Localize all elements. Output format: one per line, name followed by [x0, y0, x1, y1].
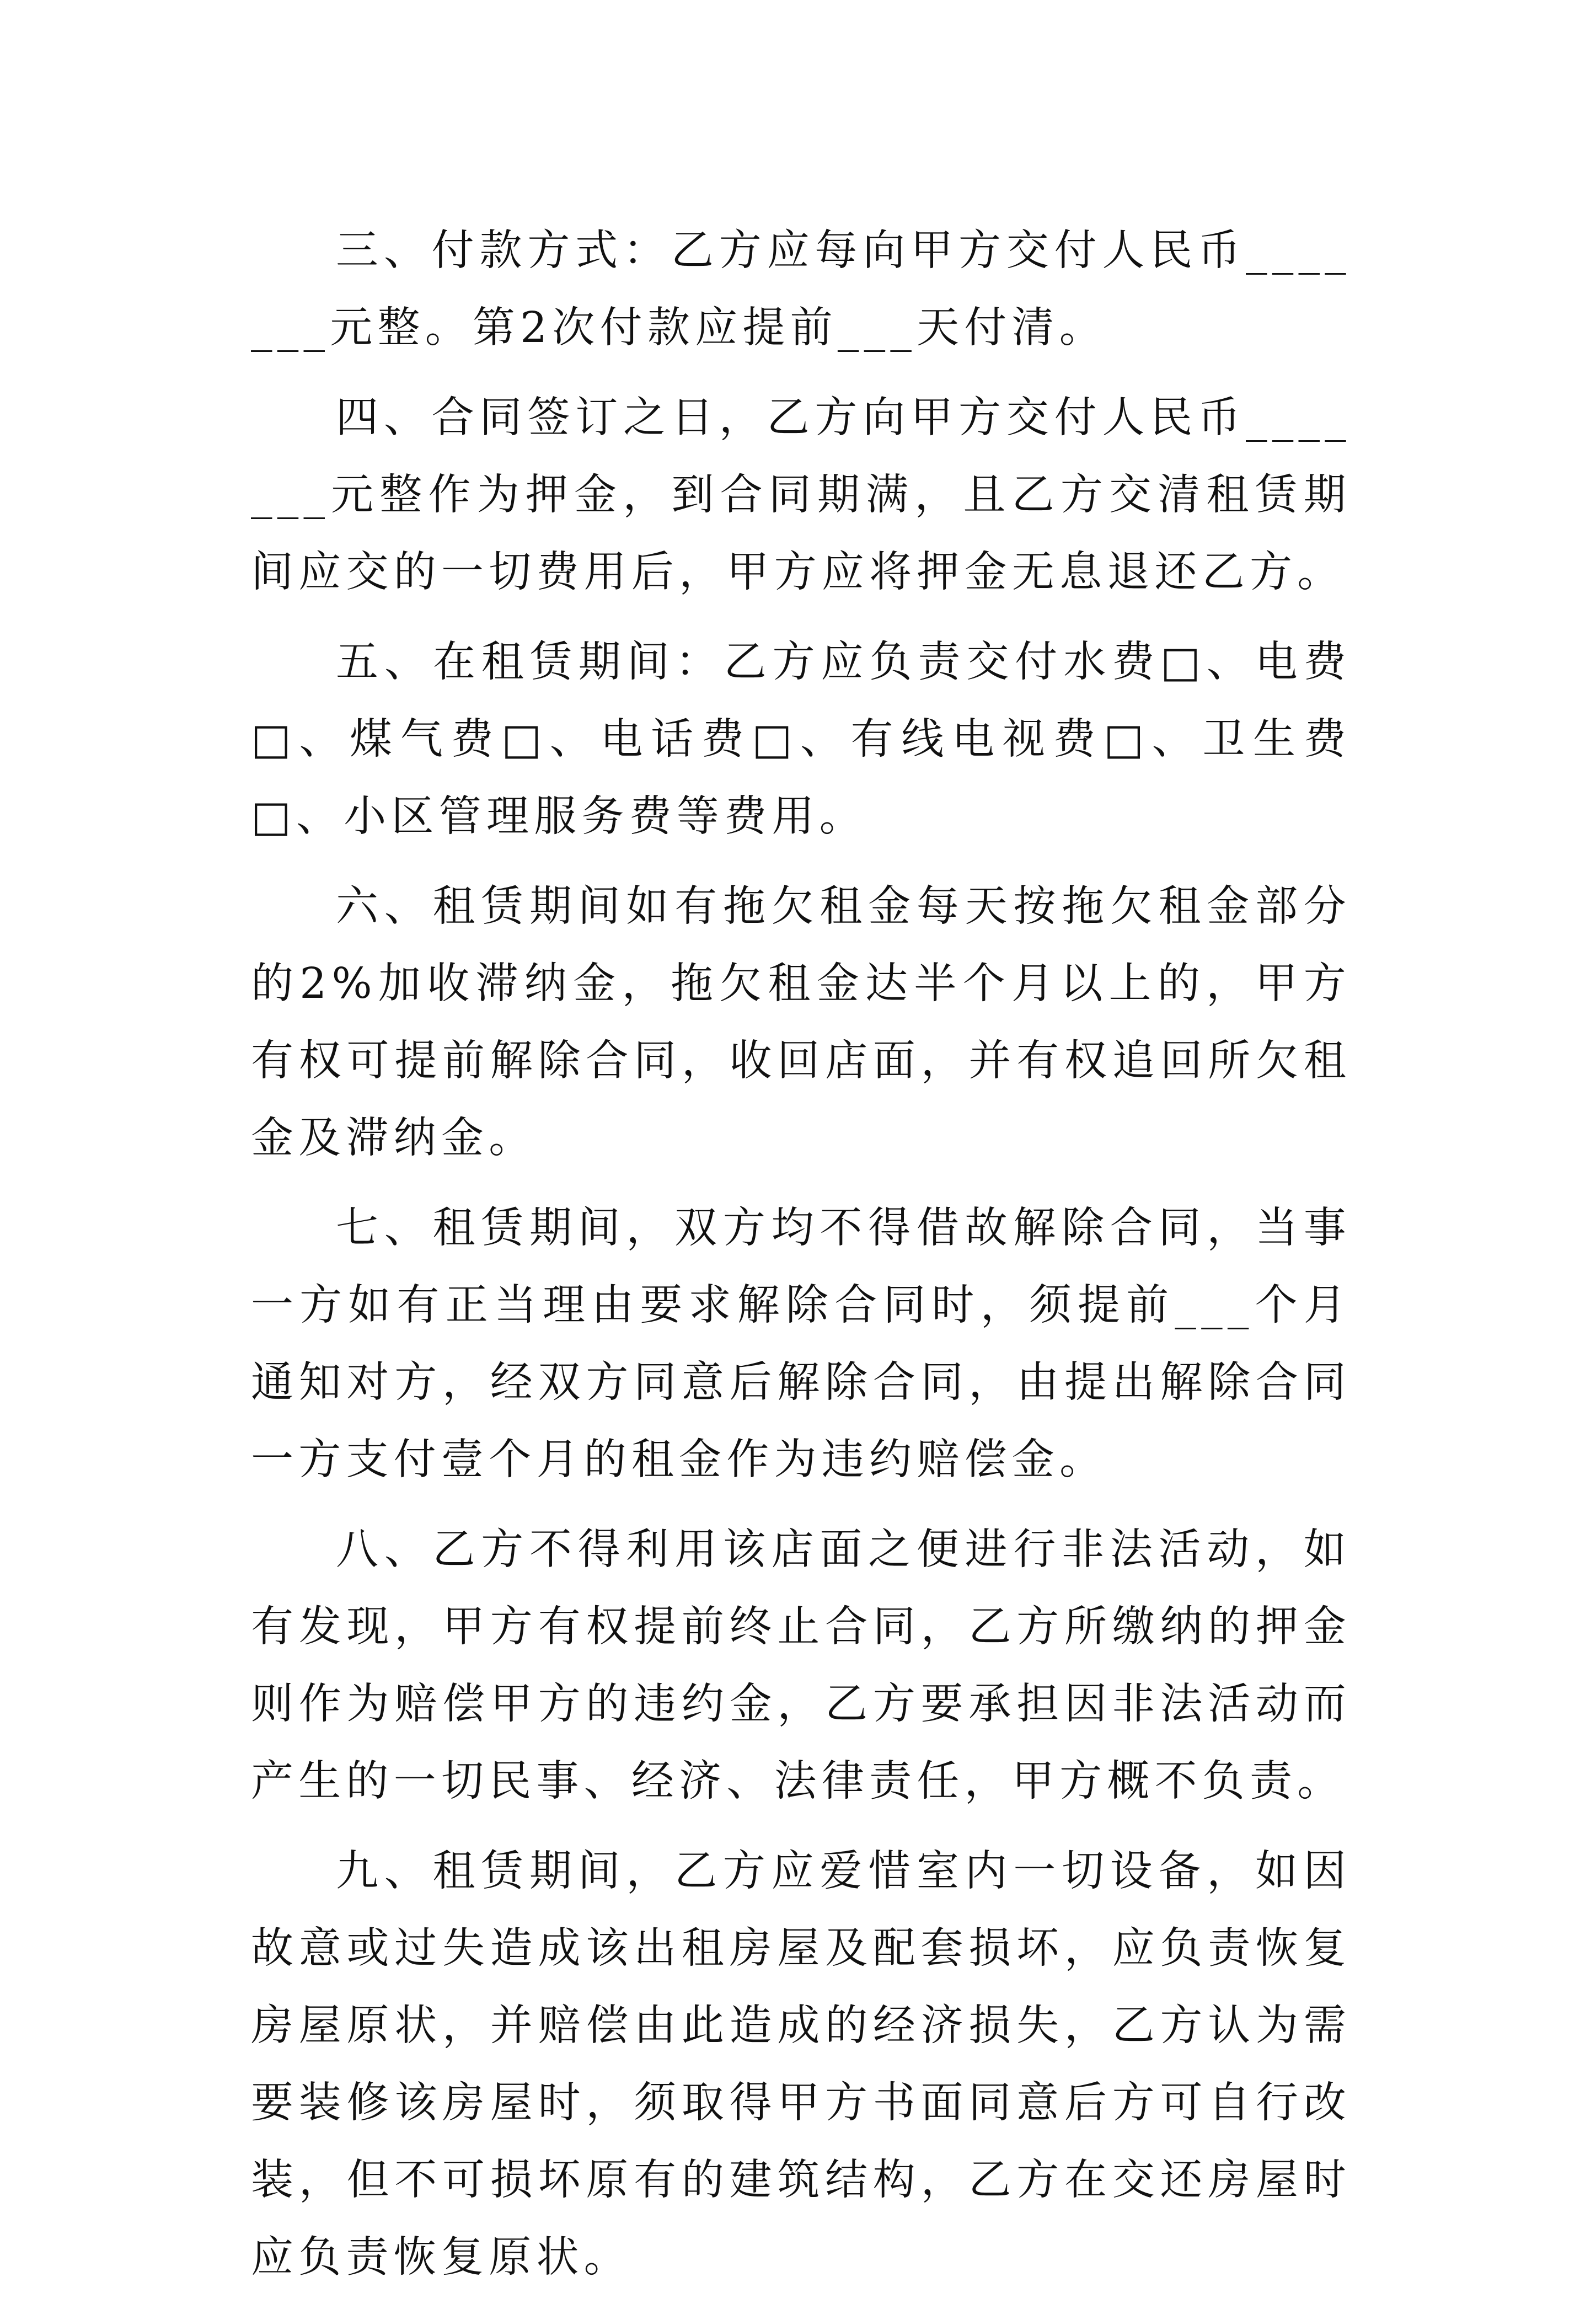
clause-5-utility-fees: 五、在租赁期间：乙方应负责交付水费□、电费□、煤气费□、电话费□、有线电视费□、卫生费□、小区管理服务费等费用。: [251, 638, 1351, 841]
clause-4-deposit: 四、合同签订之日，乙方向甲方交付人民币_______元整作为押金，到合同期满，且乙方交清租赁期间应交的一切费用后，甲方应将押金无息退还乙方。: [251, 393, 1351, 597]
clause-6-late-fee: 六、租赁期间如有拖欠租金每天按拖欠租金部分的2%加收滞纳金，拖欠租金达半个月以上的，甲方有权可提前解除合同，收回店面，并有权追回所欠租金及滞纳金。: [251, 882, 1351, 1163]
document-body: [251, 212, 1351, 2309]
clause-8-illegal-activity: 八、乙方不得利用该店面之便进行非法活动，如有发现，甲方有权提前终止合同，乙方所缴纳的押金则作为赔偿甲方的违约金，乙方要承担因非法活动而产生的一切民事、经济、法律责任，甲方概不负责。: [251, 1525, 1351, 1806]
clause-3-payment-method: 三、付款方式：乙方应每向甲方交付人民币_______元整。第2次付款应提前___天付清。: [251, 226, 1351, 352]
clause-7-termination: 七、租赁期间，双方均不得借故解除合同，当事一方如有正当理由要求解除合同时，须提前___个月通知对方，经双方同意后解除合同，由提出解除合同一方支付壹个月的租金作为违约赔偿金。: [251, 1204, 1351, 1484]
clause-9-maintenance: 九、租赁期间，乙方应爱惜室内一切设备，如因故意或过失造成该出租房屋及配套损坏，应负责恢复房屋原状，并赔偿由此造成的经济损失，乙方认为需要装修该房屋时，须取得甲方书面同意后方可自行改装，但不可损坏原有的建筑结构，乙方在交还房屋时应负责恢复原状。: [251, 1847, 1351, 2282]
